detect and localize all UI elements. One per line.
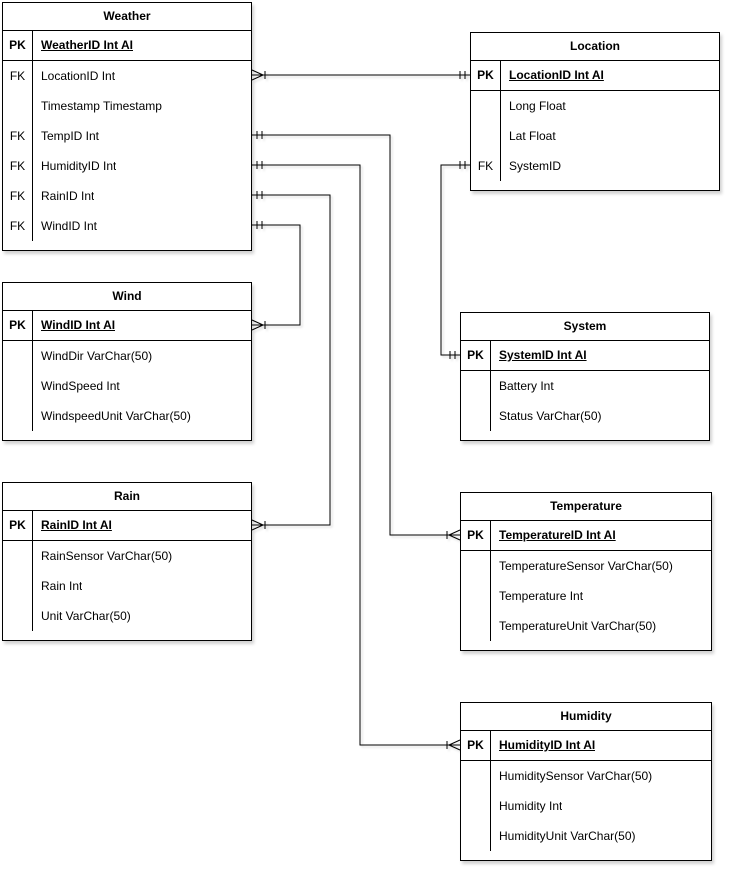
relationship-weather-temperature bbox=[252, 131, 460, 540]
row-key-badge: PK bbox=[3, 311, 33, 340]
field-label: RainSensor VarChar(50) bbox=[41, 549, 173, 563]
field-label: SystemID bbox=[509, 159, 562, 173]
table-row bbox=[3, 151, 251, 181]
entity-title: Rain bbox=[3, 483, 251, 511]
table-row bbox=[3, 31, 251, 61]
table-row bbox=[3, 571, 251, 601]
row-key-badge: FK bbox=[471, 151, 501, 181]
row-key-badge bbox=[461, 551, 491, 581]
table-footer-pad bbox=[461, 431, 709, 440]
entity-location bbox=[470, 32, 720, 191]
field-label: Unit VarChar(50) bbox=[41, 609, 131, 623]
relationship-weather-humidity bbox=[252, 161, 460, 750]
relationship-weather-rain bbox=[252, 191, 330, 530]
row-key-badge: PK bbox=[471, 61, 501, 90]
table-row bbox=[471, 91, 719, 121]
row-key-badge bbox=[461, 821, 491, 851]
table-row bbox=[3, 181, 251, 211]
table-row bbox=[461, 521, 711, 551]
table-row bbox=[3, 341, 251, 371]
field-label: TempID Int bbox=[41, 129, 100, 143]
table-row bbox=[471, 121, 719, 151]
table-row bbox=[3, 371, 251, 401]
row-key-badge: PK bbox=[3, 511, 33, 540]
table-row bbox=[461, 791, 711, 821]
table-footer-pad bbox=[461, 851, 711, 860]
field-label: Battery Int bbox=[499, 379, 554, 393]
entity-temperature bbox=[460, 492, 712, 651]
row-key-badge: PK bbox=[461, 341, 491, 370]
table-row bbox=[461, 731, 711, 761]
field-label: HumidityID Int AI bbox=[499, 738, 596, 752]
row-key-badge: FK bbox=[3, 121, 33, 151]
table-row bbox=[3, 511, 251, 541]
table-row bbox=[461, 371, 709, 401]
field-label: TemperatureSensor VarChar(50) bbox=[499, 559, 673, 573]
table-footer-pad bbox=[461, 641, 711, 650]
field-label: Status VarChar(50) bbox=[499, 409, 602, 423]
field-label: Long Float bbox=[509, 99, 566, 113]
entity-humidity bbox=[460, 702, 712, 861]
table-row bbox=[3, 121, 251, 151]
table-row bbox=[471, 151, 719, 181]
row-key-badge bbox=[3, 571, 33, 601]
table-row bbox=[3, 541, 251, 571]
table-row bbox=[461, 401, 709, 431]
field-label: WindSpeed Int bbox=[41, 379, 120, 393]
table-row bbox=[461, 551, 711, 581]
row-key-badge: FK bbox=[3, 211, 33, 241]
field-label: SystemID Int AI bbox=[499, 348, 587, 362]
entity-title: Location bbox=[471, 33, 719, 61]
entity-weather bbox=[2, 2, 252, 251]
entity-title: Temperature bbox=[461, 493, 711, 521]
entity-system bbox=[460, 312, 710, 441]
row-key-badge bbox=[3, 401, 33, 431]
row-key-badge bbox=[461, 791, 491, 821]
table-row bbox=[461, 611, 711, 641]
row-key-badge bbox=[461, 611, 491, 641]
field-label: LocationID Int bbox=[41, 69, 116, 83]
row-key-badge bbox=[461, 761, 491, 791]
table-row bbox=[3, 401, 251, 431]
relationship-weather-wind bbox=[252, 221, 300, 330]
table-row bbox=[3, 211, 251, 241]
field-label: RainID Int bbox=[41, 189, 95, 203]
row-key-badge bbox=[3, 341, 33, 371]
row-key-badge: FK bbox=[3, 151, 33, 181]
field-label: LocationID Int AI bbox=[509, 68, 604, 82]
table-row bbox=[461, 761, 711, 791]
row-key-badge bbox=[3, 371, 33, 401]
row-key-badge: PK bbox=[3, 31, 33, 60]
row-key-badge bbox=[461, 401, 491, 431]
table-row bbox=[471, 61, 719, 91]
entity-rain bbox=[2, 482, 252, 641]
field-label: Lat Float bbox=[509, 129, 556, 143]
row-key-badge bbox=[461, 371, 491, 401]
entity-title: Wind bbox=[3, 283, 251, 311]
table-row bbox=[3, 61, 251, 91]
row-key-badge bbox=[3, 601, 33, 631]
table-row bbox=[461, 341, 709, 371]
field-label: WindDir VarChar(50) bbox=[41, 349, 153, 363]
row-key-badge bbox=[461, 581, 491, 611]
entity-wind bbox=[2, 282, 252, 441]
row-key-badge bbox=[3, 91, 33, 121]
row-key-badge bbox=[3, 541, 33, 571]
field-label: HumiditySensor VarChar(50) bbox=[499, 769, 653, 783]
row-key-badge: PK bbox=[461, 731, 491, 760]
field-label: WindID Int bbox=[41, 219, 98, 233]
table-footer-pad bbox=[3, 241, 251, 250]
field-label: HumidityID Int bbox=[41, 159, 117, 173]
relationship-weather-location bbox=[252, 70, 470, 80]
field-label: Humidity Int bbox=[499, 799, 563, 813]
field-label: Rain Int bbox=[41, 579, 83, 593]
field-label: WindspeedUnit VarChar(50) bbox=[41, 409, 191, 423]
row-key-badge: FK bbox=[3, 181, 33, 211]
entity-title: Humidity bbox=[461, 703, 711, 731]
field-label: Temperature Int bbox=[499, 589, 584, 603]
row-key-badge: FK bbox=[3, 61, 33, 91]
table-row bbox=[461, 581, 711, 611]
field-label: Timestamp Timestamp bbox=[41, 99, 162, 113]
table-footer-pad bbox=[471, 181, 719, 190]
field-label: RainID Int AI bbox=[41, 518, 112, 532]
row-key-badge bbox=[471, 121, 501, 151]
table-row bbox=[3, 91, 251, 121]
entity-title: System bbox=[461, 313, 709, 341]
field-label: WindID Int AI bbox=[41, 318, 116, 332]
row-key-badge: PK bbox=[461, 521, 491, 550]
table-row bbox=[3, 311, 251, 341]
table-row bbox=[3, 601, 251, 631]
table-footer-pad bbox=[3, 431, 251, 440]
field-label: TemperatureID Int AI bbox=[499, 528, 616, 542]
table-row bbox=[461, 821, 711, 851]
table-footer-pad bbox=[3, 631, 251, 640]
field-label: TemperatureUnit VarChar(50) bbox=[499, 619, 657, 633]
field-label: WeatherID Int AI bbox=[41, 38, 134, 52]
entity-title: Weather bbox=[3, 3, 251, 31]
field-label: HumidityUnit VarChar(50) bbox=[499, 829, 636, 843]
row-key-badge bbox=[471, 91, 501, 121]
